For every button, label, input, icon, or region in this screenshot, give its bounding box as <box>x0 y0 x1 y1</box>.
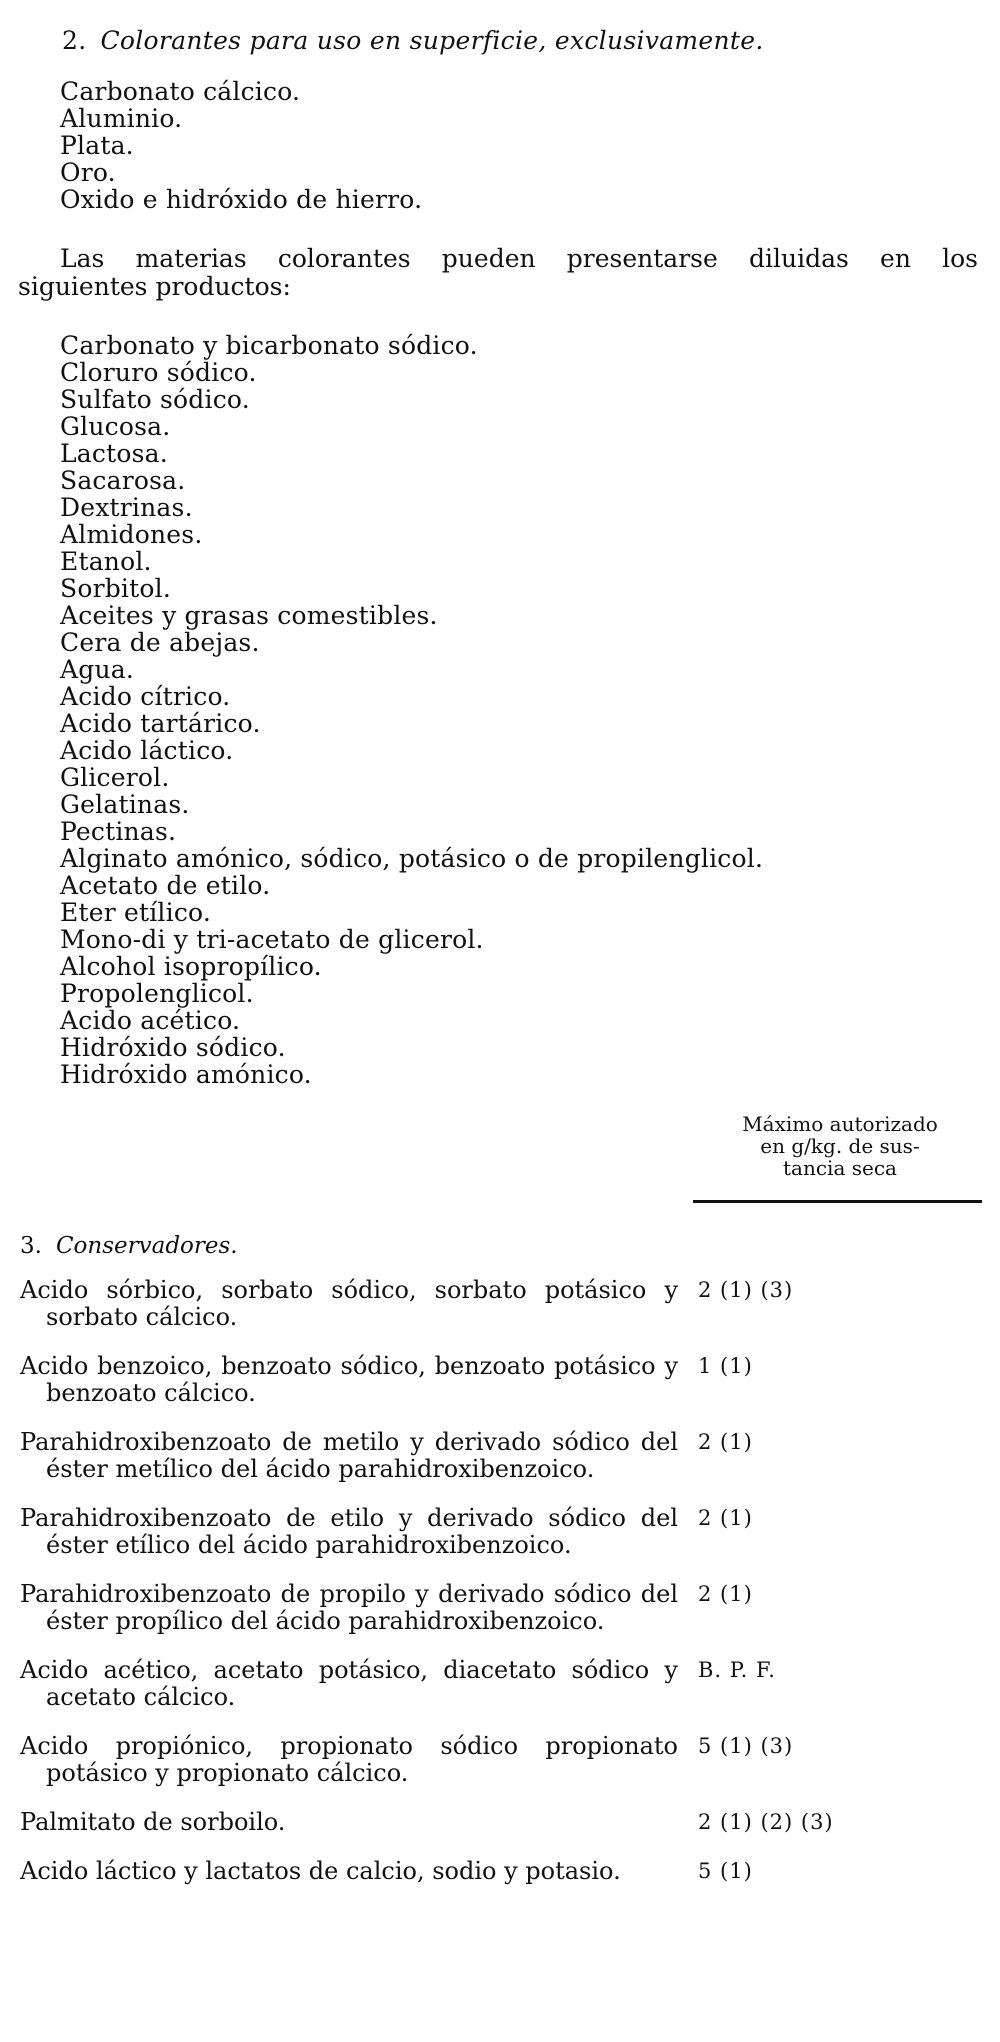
list-item: Hidróxido sódico. <box>60 1033 286 1062</box>
list-item: Oxido e hidróxido de hierro. <box>60 185 423 214</box>
max-authorized-value: 2 (1) (3) <box>698 1278 794 1302</box>
list-item: Carbonato y bicarbonato sódico. <box>60 331 478 360</box>
table-row <box>20 1858 980 1885</box>
list-item: Alcohol isopropílico. <box>60 952 322 981</box>
list-item: Cloruro sódico. <box>60 358 257 387</box>
list-item: Aceites y grasas comestibles. <box>60 601 438 630</box>
section-3-heading <box>20 1233 238 1259</box>
list-item: Sulfato sódico. <box>60 385 250 414</box>
max-authorized-value: B. P. F. <box>698 1658 776 1682</box>
preservatives-table <box>20 1277 980 1907</box>
column-header-line: Máximo autorizado <box>742 1112 938 1136</box>
list-item: Acido acético. <box>60 1006 241 1035</box>
dilution-paragraph <box>18 245 978 301</box>
max-authorized-column-header <box>695 1113 985 1179</box>
preservative-name: Acido láctico y lactatos de calcio, sodio y potasio. <box>20 1857 621 1885</box>
table-row <box>20 1809 980 1836</box>
diluents-list <box>60 332 763 1088</box>
list-item: Hidróxido amónico. <box>60 1060 312 1089</box>
list-item: Dextrinas. <box>60 493 193 522</box>
table-row <box>20 1353 980 1407</box>
list-item: Propolenglicol. <box>60 979 254 1008</box>
column-header-line: tancia seca <box>783 1156 897 1180</box>
paragraph-line: siguientes productos: <box>18 272 291 301</box>
list-item: Acido láctico. <box>60 736 234 765</box>
preservative-name: Acido propiónico, propionato sódico propionato potásico y propionato cálcico. <box>20 1732 678 1787</box>
list-item: Aluminio. <box>60 104 183 133</box>
max-authorized-value: 2 (1) <box>698 1582 753 1606</box>
list-item: Agua. <box>60 655 135 684</box>
max-authorized-value: 5 (1) <box>698 1859 753 1883</box>
list-item: Oro. <box>60 158 116 187</box>
section-3-number: 3. <box>20 1233 42 1259</box>
list-item: Carbonato cálcico. <box>60 77 301 106</box>
list-item: Glicerol. <box>60 763 170 792</box>
preservative-name: Palmitato de sorboilo. <box>20 1808 286 1836</box>
max-authorized-value: 5 (1) (3) <box>698 1734 794 1758</box>
list-item: Pectinas. <box>60 817 177 846</box>
column-header-line: en g/kg. de sus- <box>760 1134 920 1158</box>
max-authorized-value: 2 (1) (2) (3) <box>698 1810 834 1834</box>
preservative-name: Parahidroxibenzoato de propilo y derivado sódico del éster propílico del ácido parahidroxibenzoico. <box>20 1580 678 1635</box>
table-row <box>20 1581 980 1635</box>
list-item: Acido cítrico. <box>60 682 231 711</box>
section-2-title: Colorantes para uso en superficie, exclusivamente. <box>100 26 764 55</box>
list-item: Eter etílico. <box>60 898 211 927</box>
table-row <box>20 1429 980 1483</box>
paragraph-line: Las materias colorantes pueden presentarse diluidas en los <box>60 244 978 273</box>
preservative-name: Acido sórbico, sorbato sódico, sorbato potásico y sorbato cálcico. <box>20 1276 678 1331</box>
max-authorized-value: 1 (1) <box>698 1354 753 1378</box>
max-authorized-value: 2 (1) <box>698 1430 753 1454</box>
list-item: Lactosa. <box>60 439 168 468</box>
list-item: Glucosa. <box>60 412 171 441</box>
table-row <box>20 1505 980 1559</box>
table-row <box>20 1657 980 1711</box>
table-row <box>20 1277 980 1331</box>
list-item: Alginato amónico, sódico, potásico o de propilenglicol. <box>60 844 764 873</box>
section-3-title: Conservadores. <box>55 1233 238 1259</box>
preservative-name: Acido acético, acetato potásico, diacetato sódico y acetato cálcico. <box>20 1656 678 1711</box>
column-header-rule <box>693 1200 982 1203</box>
list-item: Plata. <box>60 131 134 160</box>
table-row <box>20 1733 980 1787</box>
list-item: Etanol. <box>60 547 152 576</box>
preservative-name: Parahidroxibenzoato de metilo y derivado sódico del éster metílico del ácido parahidroxibenzoico. <box>20 1428 678 1483</box>
max-authorized-value: 2 (1) <box>698 1506 753 1530</box>
list-item: Sacarosa. <box>60 466 186 495</box>
section-2-heading <box>62 26 764 55</box>
list-item: Acido tartárico. <box>60 709 261 738</box>
list-item: Sorbitol. <box>60 574 171 603</box>
list-item: Gelatinas. <box>60 790 190 819</box>
list-item: Acetato de etilo. <box>60 871 271 900</box>
preservative-name: Parahidroxibenzoato de etilo y derivado sódico del éster etílico del ácido parahidroxibenzoico. <box>20 1504 678 1559</box>
surface-colorants-list <box>60 78 422 213</box>
section-2-number: 2. <box>62 26 87 55</box>
list-item: Mono-di y tri-acetato de glicerol. <box>60 925 484 954</box>
preservative-name: Acido benzoico, benzoato sódico, benzoato potásico y benzoato cálcico. <box>20 1352 678 1407</box>
list-item: Cera de abejas. <box>60 628 260 657</box>
list-item: Almidones. <box>60 520 203 549</box>
